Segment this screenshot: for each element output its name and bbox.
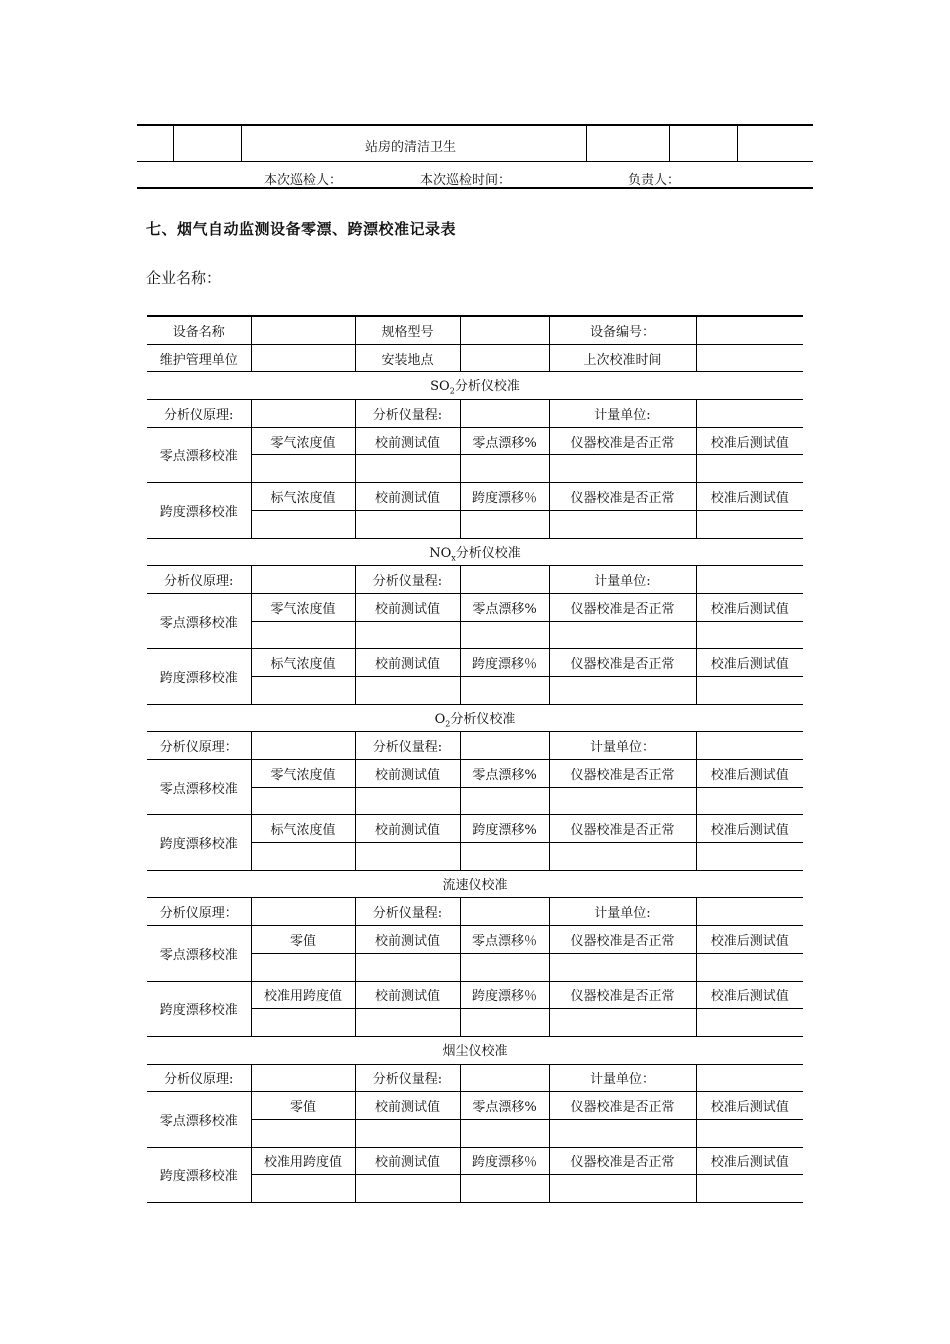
span-value-cell bbox=[460, 676, 549, 704]
span-drift-label: 跨度漂移校准 bbox=[147, 815, 251, 870]
range-label: 分析仪量程: bbox=[355, 1064, 460, 1092]
span-value-cell bbox=[251, 1175, 355, 1203]
section-title-rest: 分析仪校准 bbox=[455, 545, 521, 561]
zero-value-cell bbox=[251, 787, 355, 815]
table-row bbox=[147, 566, 803, 594]
zero-value-cell bbox=[460, 455, 549, 483]
device-name-label: 设备名称 bbox=[147, 316, 251, 344]
section-title bbox=[147, 538, 803, 566]
unit-value bbox=[696, 898, 803, 926]
table-row bbox=[147, 898, 803, 926]
principle-value bbox=[251, 1064, 355, 1092]
zero-column-header: 零气浓度值 bbox=[251, 593, 355, 621]
table-row bbox=[147, 316, 803, 344]
responsible-label: 负责人： bbox=[628, 173, 681, 188]
unit-value bbox=[696, 1064, 803, 1092]
table-rule bbox=[173, 124, 174, 162]
zero-column-header: 校前测试值 bbox=[355, 593, 460, 621]
zero-value-cell bbox=[355, 455, 460, 483]
section-title-rest: 分析仪校准 bbox=[454, 379, 520, 395]
calibration-record-table bbox=[147, 315, 803, 1203]
span-column-header: 校准后测试值 bbox=[696, 981, 803, 1009]
zero-value-cell bbox=[549, 621, 696, 649]
zero-column-header: 零点漂移% bbox=[460, 593, 549, 621]
unit-value bbox=[696, 400, 803, 428]
table-row bbox=[147, 344, 803, 372]
zero-column-header: 零点漂移％ bbox=[460, 926, 549, 954]
span-column-header: 校准后测试值 bbox=[696, 815, 803, 843]
span-value-cell bbox=[355, 676, 460, 704]
table-rule bbox=[669, 124, 670, 162]
zero-value-cell bbox=[696, 787, 803, 815]
zero-value-cell bbox=[549, 1119, 696, 1147]
zero-column-header: 校前测试值 bbox=[355, 1092, 460, 1120]
span-column-header: 标气浓度值 bbox=[251, 815, 355, 843]
zero-value-cell bbox=[251, 1119, 355, 1147]
range-label: 分析仪量程: bbox=[355, 566, 460, 594]
principle-label: 分析仪原理: bbox=[147, 1064, 251, 1092]
range-value bbox=[460, 732, 549, 760]
section-title-main: O bbox=[434, 711, 446, 727]
inspector-label: 本次巡检人： bbox=[264, 173, 343, 188]
span-value-cell bbox=[549, 843, 696, 871]
table-row bbox=[147, 704, 803, 732]
span-value-cell bbox=[696, 1009, 803, 1037]
table-row bbox=[147, 538, 803, 566]
span-value-cell bbox=[696, 510, 803, 538]
zero-column-header: 零点漂移% bbox=[460, 1092, 549, 1120]
unit-value bbox=[696, 566, 803, 594]
span-value-cell bbox=[251, 510, 355, 538]
range-label: 分析仪量程: bbox=[355, 400, 460, 428]
table-rule bbox=[137, 161, 813, 162]
principle-label: 分析仪原理: bbox=[147, 400, 251, 428]
zero-drift-label: 零点漂移校准 bbox=[147, 427, 251, 482]
span-column-header: 校准后测试值 bbox=[696, 1147, 803, 1175]
table-row bbox=[147, 372, 803, 400]
range-label: 分析仪量程: bbox=[355, 732, 460, 760]
span-column-header: 校前测试值 bbox=[355, 483, 460, 511]
unit-label: 计量单位: bbox=[549, 566, 696, 594]
section-title-subscript: 2 bbox=[445, 719, 451, 729]
zero-column-header: 校准后测试值 bbox=[696, 427, 803, 455]
range-value bbox=[460, 1064, 549, 1092]
zero-value-cell bbox=[251, 455, 355, 483]
zero-drift-label: 零点漂移校准 bbox=[147, 926, 251, 981]
span-value-cell bbox=[251, 843, 355, 871]
unit-label: 计量单位: bbox=[549, 400, 696, 428]
inspection-time-label: 本次巡检时间： bbox=[420, 173, 512, 188]
principle-label: 分析仪原理: bbox=[147, 566, 251, 594]
span-value-cell bbox=[696, 1175, 803, 1203]
zero-column-header: 校准后测试值 bbox=[696, 1092, 803, 1120]
zero-column-header: 仪器校准是否正常 bbox=[549, 593, 696, 621]
zero-value-cell bbox=[460, 1119, 549, 1147]
unit-label: 计量单位： bbox=[549, 1064, 696, 1092]
table-row bbox=[147, 649, 803, 677]
zero-column-header: 仪器校准是否正常 bbox=[549, 926, 696, 954]
span-value-cell bbox=[251, 1009, 355, 1037]
table-rule bbox=[586, 124, 587, 162]
span-column-header: 校前测试值 bbox=[355, 981, 460, 1009]
section-title-main: SO bbox=[430, 379, 450, 395]
section-title bbox=[147, 1036, 803, 1064]
zero-value-cell bbox=[549, 455, 696, 483]
zero-column-header: 校前测试值 bbox=[355, 427, 460, 455]
span-value-cell bbox=[355, 1009, 460, 1037]
last-calib-time-label: 上次校准时间 bbox=[549, 344, 696, 372]
span-column-header: 跨度漂移％ bbox=[460, 649, 549, 677]
table-row bbox=[147, 1147, 803, 1175]
zero-value-cell bbox=[460, 621, 549, 649]
range-value bbox=[460, 566, 549, 594]
spec-model-value bbox=[460, 316, 549, 344]
span-value-cell bbox=[460, 843, 549, 871]
span-drift-label: 跨度漂移校准 bbox=[147, 483, 251, 538]
span-drift-label: 跨度漂移校准 bbox=[147, 981, 251, 1036]
spec-model-label: 规格型号 bbox=[355, 316, 460, 344]
zero-column-header: 零值 bbox=[251, 926, 355, 954]
table-row bbox=[147, 593, 803, 621]
range-label: 分析仪量程: bbox=[355, 898, 460, 926]
table-rule bbox=[241, 124, 242, 162]
span-value-cell bbox=[549, 676, 696, 704]
section-title-subscript: 2 bbox=[449, 387, 455, 397]
table-row bbox=[147, 483, 803, 511]
span-value-cell bbox=[549, 510, 696, 538]
zero-column-header: 校前测试值 bbox=[355, 926, 460, 954]
zero-value-cell bbox=[696, 1119, 803, 1147]
range-value bbox=[460, 898, 549, 926]
section-title-rest: 分析仪校准 bbox=[450, 711, 516, 727]
span-column-header: 校前测试值 bbox=[355, 815, 460, 843]
table-rule bbox=[737, 124, 738, 162]
zero-column-header: 零气浓度值 bbox=[251, 760, 355, 788]
span-value-cell bbox=[549, 1009, 696, 1037]
device-name-value bbox=[251, 316, 355, 344]
section-heading: 七、烟气自动监测设备零漂、跨漂校准记录表 bbox=[146, 220, 457, 238]
zero-value-cell bbox=[460, 953, 549, 981]
span-value-cell bbox=[549, 1175, 696, 1203]
zero-column-header: 校准后测试值 bbox=[696, 760, 803, 788]
zero-column-header: 零气浓度值 bbox=[251, 427, 355, 455]
section-title bbox=[147, 870, 803, 898]
zero-column-header: 零点漂移% bbox=[460, 760, 549, 788]
span-column-header: 校准用跨度值 bbox=[251, 981, 355, 1009]
table-row bbox=[147, 870, 803, 898]
unit-label: 计量单位: bbox=[549, 898, 696, 926]
zero-value-cell bbox=[460, 787, 549, 815]
zero-value-cell bbox=[251, 621, 355, 649]
zero-column-header: 零点漂移% bbox=[460, 427, 549, 455]
zero-column-header: 校前测试值 bbox=[355, 760, 460, 788]
unit-value bbox=[696, 732, 803, 760]
zero-value-cell bbox=[355, 953, 460, 981]
span-column-header: 标气浓度值 bbox=[251, 649, 355, 677]
span-value-cell bbox=[355, 843, 460, 871]
table-row bbox=[147, 926, 803, 954]
company-name-label: 企业名称： bbox=[146, 269, 222, 287]
table-row bbox=[147, 427, 803, 455]
table-rule bbox=[137, 124, 813, 126]
principle-label: 分析仪原理： bbox=[147, 732, 251, 760]
install-site-value bbox=[460, 344, 549, 372]
zero-value-cell bbox=[355, 787, 460, 815]
span-column-header: 仪器校准是否正常 bbox=[549, 1147, 696, 1175]
zero-value-cell bbox=[355, 1119, 460, 1147]
span-value-cell bbox=[355, 510, 460, 538]
zero-value-cell bbox=[549, 953, 696, 981]
table-row bbox=[147, 1036, 803, 1064]
principle-value bbox=[251, 566, 355, 594]
zero-drift-label: 零点漂移校准 bbox=[147, 1092, 251, 1147]
span-value-cell bbox=[251, 676, 355, 704]
section-title-main: 流速仪校准 bbox=[442, 877, 508, 893]
span-column-header: 跨度漂移％ bbox=[460, 1147, 549, 1175]
span-column-header: 跨度漂移％ bbox=[460, 981, 549, 1009]
span-column-header: 跨度漂移% bbox=[460, 815, 549, 843]
span-value-cell bbox=[696, 676, 803, 704]
maint-unit-label: 维护管理单位 bbox=[147, 344, 251, 372]
principle-value bbox=[251, 898, 355, 926]
table-row bbox=[147, 400, 803, 428]
span-column-header: 仪器校准是否正常 bbox=[549, 483, 696, 511]
span-drift-label: 跨度漂移校准 bbox=[147, 649, 251, 704]
span-drift-label: 跨度漂移校准 bbox=[147, 1147, 251, 1202]
unit-label: 计量单位： bbox=[549, 732, 696, 760]
last-calib-time-value bbox=[696, 344, 803, 372]
section-title-subscript: x bbox=[451, 553, 456, 563]
zero-value-cell bbox=[696, 455, 803, 483]
span-column-header: 校前测试值 bbox=[355, 649, 460, 677]
table-row bbox=[147, 815, 803, 843]
span-value-cell bbox=[460, 1009, 549, 1037]
zero-value-cell bbox=[696, 953, 803, 981]
span-column-header: 校准用跨度值 bbox=[251, 1147, 355, 1175]
zero-column-header: 仪器校准是否正常 bbox=[549, 1092, 696, 1120]
table-row bbox=[147, 1064, 803, 1092]
span-column-header: 校前测试值 bbox=[355, 1147, 460, 1175]
section-title bbox=[147, 704, 803, 732]
table-row bbox=[147, 760, 803, 788]
span-value-cell bbox=[460, 510, 549, 538]
zero-drift-label: 零点漂移校准 bbox=[147, 760, 251, 815]
span-value-cell bbox=[460, 1175, 549, 1203]
checklist-item-label: 站房的清洁卫生 bbox=[365, 140, 457, 155]
section-title-main: 烟尘仪校准 bbox=[442, 1043, 508, 1059]
zero-column-header: 校准后测试值 bbox=[696, 593, 803, 621]
zero-value-cell bbox=[355, 621, 460, 649]
section-title bbox=[147, 372, 803, 400]
inspection-table-continuation bbox=[137, 124, 813, 190]
principle-value bbox=[251, 732, 355, 760]
zero-column-header: 仪器校准是否正常 bbox=[549, 427, 696, 455]
span-column-header: 标气浓度值 bbox=[251, 483, 355, 511]
span-column-header: 仪器校准是否正常 bbox=[549, 815, 696, 843]
install-site-label: 安装地点 bbox=[355, 344, 460, 372]
span-column-header: 仪器校准是否正常 bbox=[549, 649, 696, 677]
span-column-header: 校准后测试值 bbox=[696, 649, 803, 677]
table-row bbox=[147, 1092, 803, 1120]
device-no-value bbox=[696, 316, 803, 344]
span-value-cell bbox=[355, 1175, 460, 1203]
span-column-header: 校准后测试值 bbox=[696, 483, 803, 511]
principle-value bbox=[251, 400, 355, 428]
device-no-label: 设备编号： bbox=[549, 316, 696, 344]
section-title-main: NO bbox=[429, 545, 452, 561]
span-value-cell bbox=[696, 843, 803, 871]
table-row bbox=[147, 981, 803, 1009]
span-column-header: 跨度漂移％ bbox=[460, 483, 549, 511]
zero-drift-label: 零点漂移校准 bbox=[147, 593, 251, 648]
span-column-header: 仪器校准是否正常 bbox=[549, 981, 696, 1009]
range-value bbox=[460, 400, 549, 428]
principle-label: 分析仪原理： bbox=[147, 898, 251, 926]
zero-column-header: 仪器校准是否正常 bbox=[549, 760, 696, 788]
zero-column-header: 零值 bbox=[251, 1092, 355, 1120]
zero-value-cell bbox=[549, 787, 696, 815]
zero-value-cell bbox=[251, 953, 355, 981]
maint-unit-value bbox=[251, 344, 355, 372]
zero-value-cell bbox=[696, 621, 803, 649]
table-row bbox=[147, 732, 803, 760]
zero-column-header: 校准后测试值 bbox=[696, 926, 803, 954]
